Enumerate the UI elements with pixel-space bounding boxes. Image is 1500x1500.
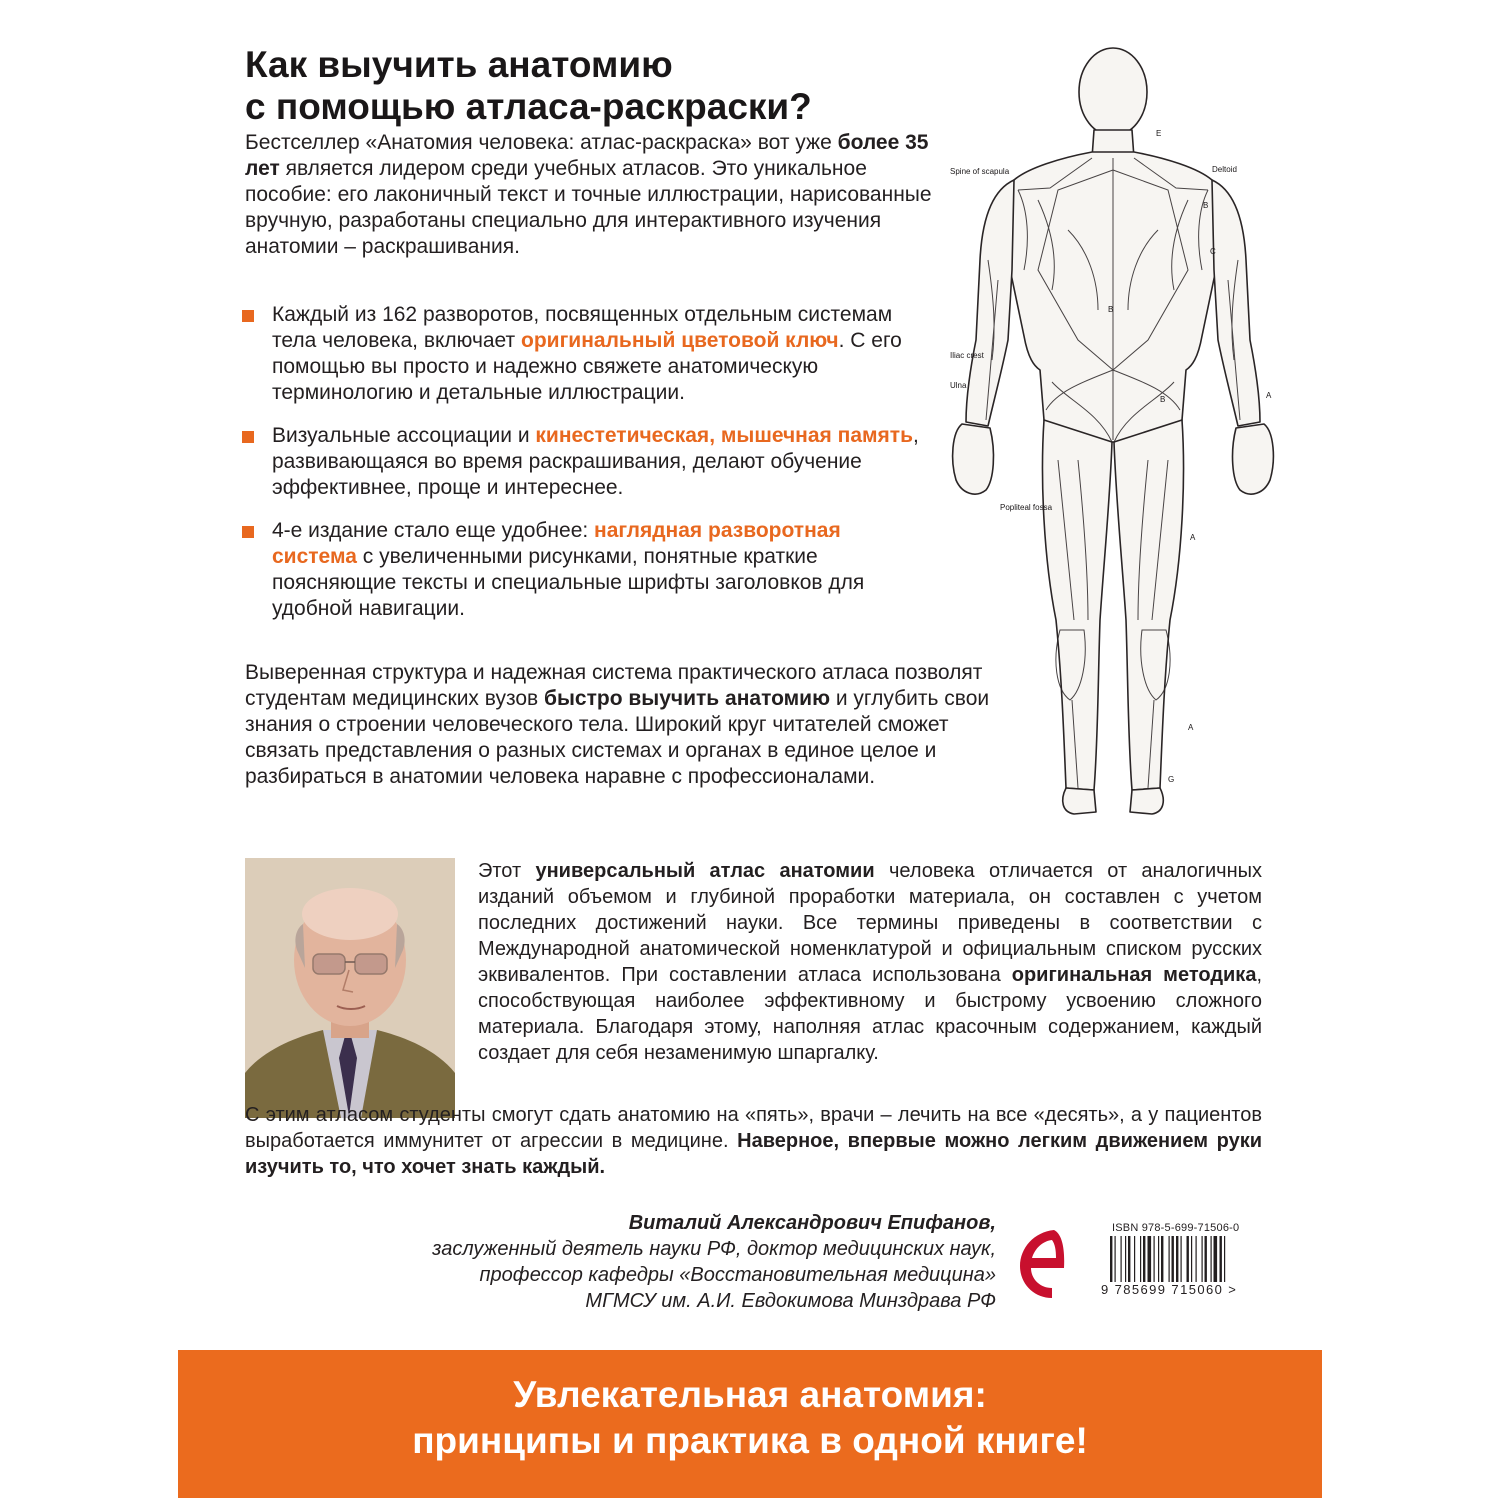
label-deltoid: Deltoid (1212, 165, 1237, 174)
barcode-bar (1191, 1236, 1192, 1286)
feature-highlight: кинестетическая, мышечная память (535, 424, 913, 447)
label-letter: A (1266, 391, 1272, 400)
barcode-bar (1158, 1236, 1159, 1286)
author-text-1: Этот (478, 860, 536, 882)
eksmo-logo-icon (1014, 1220, 1070, 1304)
feature-item (240, 518, 930, 622)
barcode-bar (1110, 1236, 1112, 1286)
barcode-bar (1220, 1236, 1222, 1286)
label-ulna: Ulna (950, 381, 967, 390)
intro-text-1: Бестселлер «Анатомия человека: атлас-раскраска» вот уже (245, 131, 838, 154)
square-bullet-icon (242, 310, 254, 322)
left-leg-shape (1043, 420, 1113, 790)
label-letter: G (1168, 775, 1175, 784)
label-popliteal-fossa: Popliteal fossa (1000, 503, 1053, 512)
feature-text: Каждый из 162 разворотов, посвященных отдельным системам тела человека, включает (272, 303, 893, 352)
feature-highlight: оригинальный цветовой ключ (521, 329, 839, 352)
author-title-2: профессор кафедры «Восстановительная медицина» (479, 1264, 996, 1286)
publisher-logo (1014, 1220, 1070, 1304)
barcode-bar (1121, 1236, 1122, 1286)
right-arm-shape (1212, 180, 1260, 426)
promo-banner (178, 1350, 1322, 1498)
square-bullet-icon (242, 431, 254, 443)
barcode-bar (1172, 1236, 1174, 1286)
author-text-3: , способствующая наиболее эффективному и быстрому усвоению сложного материала. Благодаря этому, наполняя атлас красочным содержанием, каждый создает для себя незаменимую шпаргалку. (478, 964, 1263, 1064)
left-arm-shape (966, 180, 1014, 426)
feature-text: , развивающаяся во время раскрашивания, делают обучение эффективнее, проще и интереснее. (272, 424, 919, 499)
barcode-bar (1202, 1236, 1203, 1286)
barcode-bar (1181, 1236, 1182, 1286)
feature-list (240, 302, 930, 639)
closing-text-1: С этим атласом студенты смогут сдать анатомию на «пять», врачи – лечить на все «десять», а у пациентов выработается иммунитет от агрессии в медицине. (245, 1104, 1262, 1152)
feature-highlight: наглядная разворотная система (272, 519, 841, 568)
intro-paragraph (245, 130, 935, 260)
barcode-bar (1211, 1236, 1212, 1286)
closing-bold: Наверное, впервые можно легким движением руки изучить то, что хочет знать каждый. (245, 1130, 1263, 1178)
barcode-bar (1205, 1236, 1207, 1286)
author-name: Виталий Александрович Епифанов, (628, 1212, 996, 1234)
label-iliac-crest: Iliac crest (950, 351, 984, 360)
isbn-label: ISBN 978-5-699-71506-0 (1112, 1222, 1240, 1234)
intro-bold: более 35 лет (245, 131, 929, 180)
barcode-bar (1134, 1236, 1135, 1286)
summary-paragraph (245, 660, 1025, 790)
label-letter: A (1188, 723, 1194, 732)
banner-text (178, 1372, 1322, 1464)
feature-text: 4-е издание стало еще удобнее: (272, 519, 595, 542)
author-title-3: МГМСУ им. А.И. Евдокимова Минздрава РФ (585, 1290, 996, 1312)
muscle-anatomy-illustration (948, 40, 1278, 818)
author-text-2: человека отличается от аналогичных изданий объемом и глубиной проработки материала, он составлен с учетом последних достижений науки. Все термины приведены в соответствии с Международной анатомической номенклатурой и официальным списком русских эквивалентов. При составлении атласа использована (478, 860, 1263, 986)
barcode-bar (1187, 1236, 1189, 1286)
barcode-bar (1176, 1236, 1178, 1286)
barcode-bar (1214, 1236, 1218, 1286)
label-letter: A (1190, 533, 1196, 542)
heading-line-2: с помощью атласа-раскраски? (245, 86, 812, 127)
square-bullet-icon (242, 526, 254, 538)
head-shape (1079, 48, 1147, 136)
barcode-digits: 9 785699 715060 > (1101, 1282, 1238, 1297)
heading-line-1: Как выучить анатомию (245, 44, 673, 85)
author-portrait-photo (245, 858, 455, 1118)
label-spine-of-scapula: Spine of scapula (950, 167, 1010, 176)
feature-text: с увеличенными рисунками, понятные краткие поясняющие тексты и специальные шрифты заголовков для удобной навигации. (272, 545, 865, 620)
author-title-1: заслуженный деятель науки РФ, доктор медицинских наук, (432, 1238, 996, 1260)
closing-paragraph (245, 1102, 1262, 1180)
intro-text-2: является лидером среди учебных атласов. Это уникальное пособие: его лаконичный текст и точные иллюстрации, нарисованные вручную, разработаны специально для интерактивного изучения анатомии – раскрашивания. (245, 157, 932, 258)
left-hand-shape (953, 424, 994, 494)
author-bold-1: универсальный атлас анатомии (535, 860, 875, 882)
barcode-bar (1154, 1236, 1155, 1286)
right-hand-shape (1233, 424, 1274, 494)
barcode-bar (1169, 1236, 1170, 1286)
barcode-bar (1148, 1236, 1152, 1286)
label-letter: B (1203, 201, 1209, 210)
feature-text: Визуальные ассоциации и (272, 424, 536, 447)
barcode-bar (1140, 1236, 1141, 1286)
anatomy-figure (948, 40, 1278, 818)
right-foot-shape (1130, 788, 1163, 814)
feature-item (240, 423, 930, 501)
summary-bold: быстро выучить анатомию (544, 687, 831, 710)
barcode-bar (1196, 1236, 1197, 1286)
page-heading (245, 44, 945, 128)
author-paragraph (478, 858, 1262, 1066)
barcode-bar (1128, 1236, 1130, 1286)
author-bold-2: оригинальная методика (1011, 964, 1257, 986)
label-letter: E (1156, 129, 1162, 138)
left-foot-shape (1063, 788, 1096, 814)
label-letter: B (1108, 305, 1114, 314)
summary-text-1: Выверенная структура и надежная система практического атласа позволят студентам медицинских вузов (245, 661, 983, 710)
feature-text: . С его помощью вы просто и надежно свяжете анатомическую терминологию и детальные иллюстрации. (272, 329, 902, 404)
author-portrait-image (245, 858, 455, 1118)
right-leg-shape (1114, 420, 1184, 790)
summary-text-2: и углубить свои знания о строении человеческого тела. Широкий круг читателей сможет связать представления о разных системах и органах в единое целое и разбираться в анатомии человека наравне с профессионалами. (245, 687, 990, 788)
barcode-bar (1115, 1236, 1116, 1286)
barcode-bar (1224, 1236, 1225, 1286)
label-letter: B (1160, 395, 1166, 404)
barcode-bar (1143, 1236, 1145, 1286)
banner-line-1: Увлекательная анатомия: (513, 1374, 987, 1415)
feature-item (240, 302, 930, 406)
banner-line-2: принципы и практика в одной книге! (412, 1420, 1088, 1461)
barcode-bar (1161, 1236, 1163, 1286)
barcode-bar (1125, 1236, 1126, 1286)
label-letter: C (1210, 247, 1216, 256)
author-signature (300, 1210, 996, 1314)
